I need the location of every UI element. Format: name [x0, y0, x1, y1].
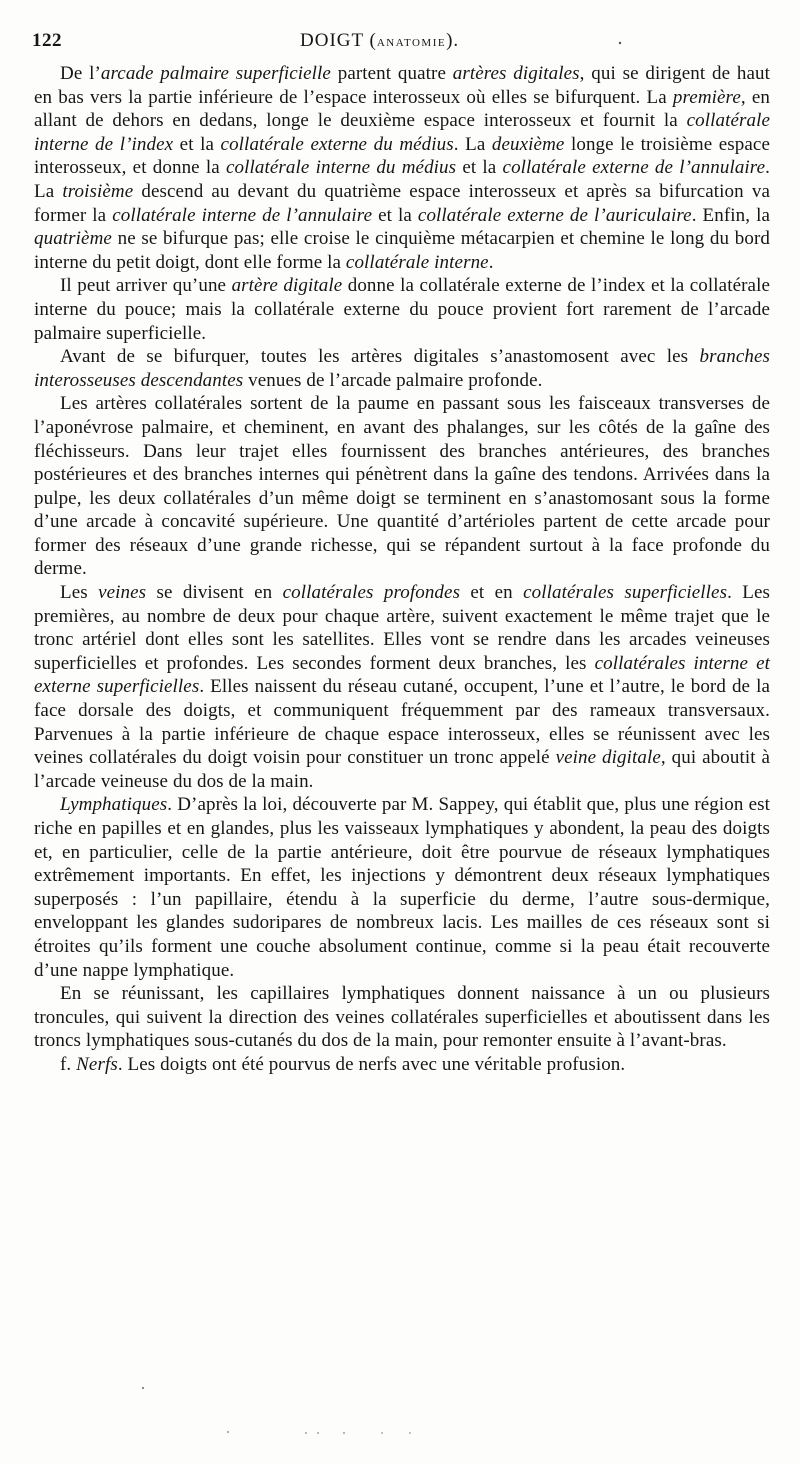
ink-speck — [317, 1432, 319, 1434]
text-run: . Enfin, la — [691, 204, 771, 226]
running-title-open: ( — [363, 30, 377, 51]
italic-run: collatérales interne et externe superficielles — [34, 652, 770, 698]
italic-run: quatrième — [34, 228, 112, 250]
text-run: Avant de se bifurquer, toutes les artères digitales s’anastomosent avec les — [60, 346, 700, 368]
running-title-main: DOIGT — [300, 30, 364, 51]
ink-speck — [343, 1432, 345, 1434]
paragraph — [34, 1053, 770, 1077]
text-run: Les — [60, 582, 99, 604]
paragraph — [34, 982, 770, 1053]
italic-run: première — [672, 86, 741, 108]
italic-run: artère digitale — [231, 275, 343, 297]
text-run: partent quatre — [330, 63, 453, 84]
paragraph — [34, 392, 770, 581]
italic-run: veine digitale — [555, 747, 661, 769]
running-title-sub: anatomie — [376, 34, 447, 50]
text-run: , qui aboutit à l’arcade veineuse du dos de la main. — [34, 747, 771, 792]
ink-speck — [142, 1387, 144, 1389]
text-run: et la — [456, 157, 503, 179]
italic-run: arcade palmaire superficielle — [100, 63, 331, 84]
text-run: . Elles naissent du réseau cutané, occupent, l’une et l’autre, le bord de la face dorsale des doigts, et communiquent fréquemment par des rameaux transversaux. Parvenues à la partie inférieure de chaque espace interosseux, elles se réunissent avec les veines collatérales du doigt voisin pour constituer un tronc appelé — [34, 676, 770, 769]
italic-run: deuxième — [491, 133, 565, 155]
italic-run: Nerfs — [76, 1053, 118, 1075]
text-run: . La — [34, 157, 770, 202]
text-run: f. — [60, 1053, 77, 1075]
text-run: ne se bifurque pas; elle croise le cinquième métacarpien et chemine le long du bord interne du petit doigt, dont elle forme la — [34, 228, 770, 273]
paragraph — [34, 274, 770, 345]
text-run: donne la collatérale externe de l’index et la collatérale interne du pouce; mais la collatérale externe du pouce provient fort rarement de l’arcade palmaire superficielle. — [34, 275, 770, 344]
italic-run: collatérale interne du médius — [226, 157, 457, 179]
ink-speck — [305, 1432, 307, 1434]
running-title — [300, 30, 459, 52]
italic-run: collatérale interne — [345, 251, 489, 273]
italic-run: branches interosseuses descendantes — [34, 346, 770, 391]
paragraph — [34, 581, 770, 793]
text-run: Les artères collatérales sortent de la paume en passant sous les faisceaux transverses de l’aponévrose palmaire, et cheminent, en avant des phalanges, sur les côtés de la gaîne des fléchisseurs. Dans leur trajet elles fournissent des branches antérieures, des branches postérieures et des branches internes qui pénètrent dans la gaîne des tendons. Arrivées dans la pulpe, les deux collatérales d’un même doigt se terminent en s’anastomosant sous la forme d’une arcade à concavité supérieure. Une quantité d’artérioles partent de cette arcade pour former des réseaux d’une grande richesse, qui se répandent surtout à la face profonde du derme. — [34, 393, 770, 580]
text-run: descend au devant du quatrième espace interosseux et après sa bifurcation va former la — [34, 180, 770, 226]
italic-run: artères digitales — [452, 63, 580, 84]
text-run: longe le troisième espace interosseux, et donne la — [34, 133, 770, 179]
italic-run: collatérale externe de l’auriculaire — [417, 204, 692, 226]
italic-run: collatérales profondes — [282, 582, 461, 604]
italic-run: troisième — [62, 180, 134, 202]
ink-speck — [381, 1432, 383, 1434]
running-title-close: ). — [446, 30, 460, 51]
italic-run: collatérales superficielles — [523, 582, 728, 604]
text-run: se divisent en — [146, 582, 283, 604]
text-run: De l’ — [60, 63, 101, 84]
text-run: venues de l’arcade palmaire profonde. — [243, 369, 543, 391]
text-run: Il peut arriver qu’une — [60, 275, 232, 297]
text-run: et en — [460, 582, 524, 604]
text-run: . Les premières, au nombre de deux pour chaque artère, suivent exactement le même trajet que le tronc artériel dont elles sont les satellites. Elles vont se rendre dans les arcades veineuses superficielles et profondes. Les secondes forment deux branches, les — [34, 582, 770, 674]
page-number: 122 — [32, 30, 62, 51]
ink-speck — [227, 1431, 229, 1433]
body-text — [34, 62, 770, 1077]
italic-run: collatérale interne de l’index — [34, 110, 770, 155]
text-run: . — [488, 251, 494, 273]
italic-run: collatérale externe de l’annulaire — [502, 157, 766, 179]
ink-speck — [409, 1432, 411, 1434]
text-run: , qui se dirigent de haut en bas vers la partie inférieure de l’espace interosseux où elles se bifurquent. La — [34, 63, 770, 108]
text-run: . Les doigts ont été pourvus de nerfs avec une véritable profusion. — [117, 1053, 626, 1075]
italic-run: collatérale externe du médius — [220, 133, 454, 155]
text-run: et la — [173, 133, 221, 155]
text-run: . D’après la loi, découverte par M. Sappey, qui établit que, plus une région est riche en papilles et en glandes, plus les vaisseaux lymphatiques y abondent, la peau des doigts et, en particulier, celle de la partie antérieure, doit être pourvue de réseaux lymphatiques extrêmement importants. En effet, les injections y démontrent deux réseaux lymphatiques superposés : l’un papillaire, étendu à la superficie du derme, l’autre sous-dermique, enveloppant les glandes sudoripares de nombreux lacis. Les mailles de ces réseaux sont si étroites qu’ils forment une couche absolument continue, comme si la peau était recouverte d’une nappe lymphatique. — [34, 794, 770, 981]
text-run: . La — [453, 133, 492, 155]
italic-run: veines — [98, 582, 147, 604]
italic-run: collatérale interne de l’annulaire — [112, 204, 373, 226]
paragraph — [34, 62, 770, 274]
text-run: et la — [372, 204, 418, 226]
paragraph — [34, 793, 770, 982]
text-run: En se réunissant, les capillaires lymphatiques donnent naissance à un ou plusieurs troncules, qui suivent la direction des veines collatérales superficielles et aboutissent dans les troncs lymphatiques sous-cutanés du dos de la main, pour remonter ensuite à l’avant-bras. — [34, 983, 770, 1052]
paragraph — [34, 345, 770, 392]
italic-run: Lymphatiques — [60, 794, 168, 816]
text-run: , en allant de dehors en dedans, longe le deuxième espace interosseux et fournit la — [34, 86, 770, 132]
running-header — [32, 28, 770, 58]
